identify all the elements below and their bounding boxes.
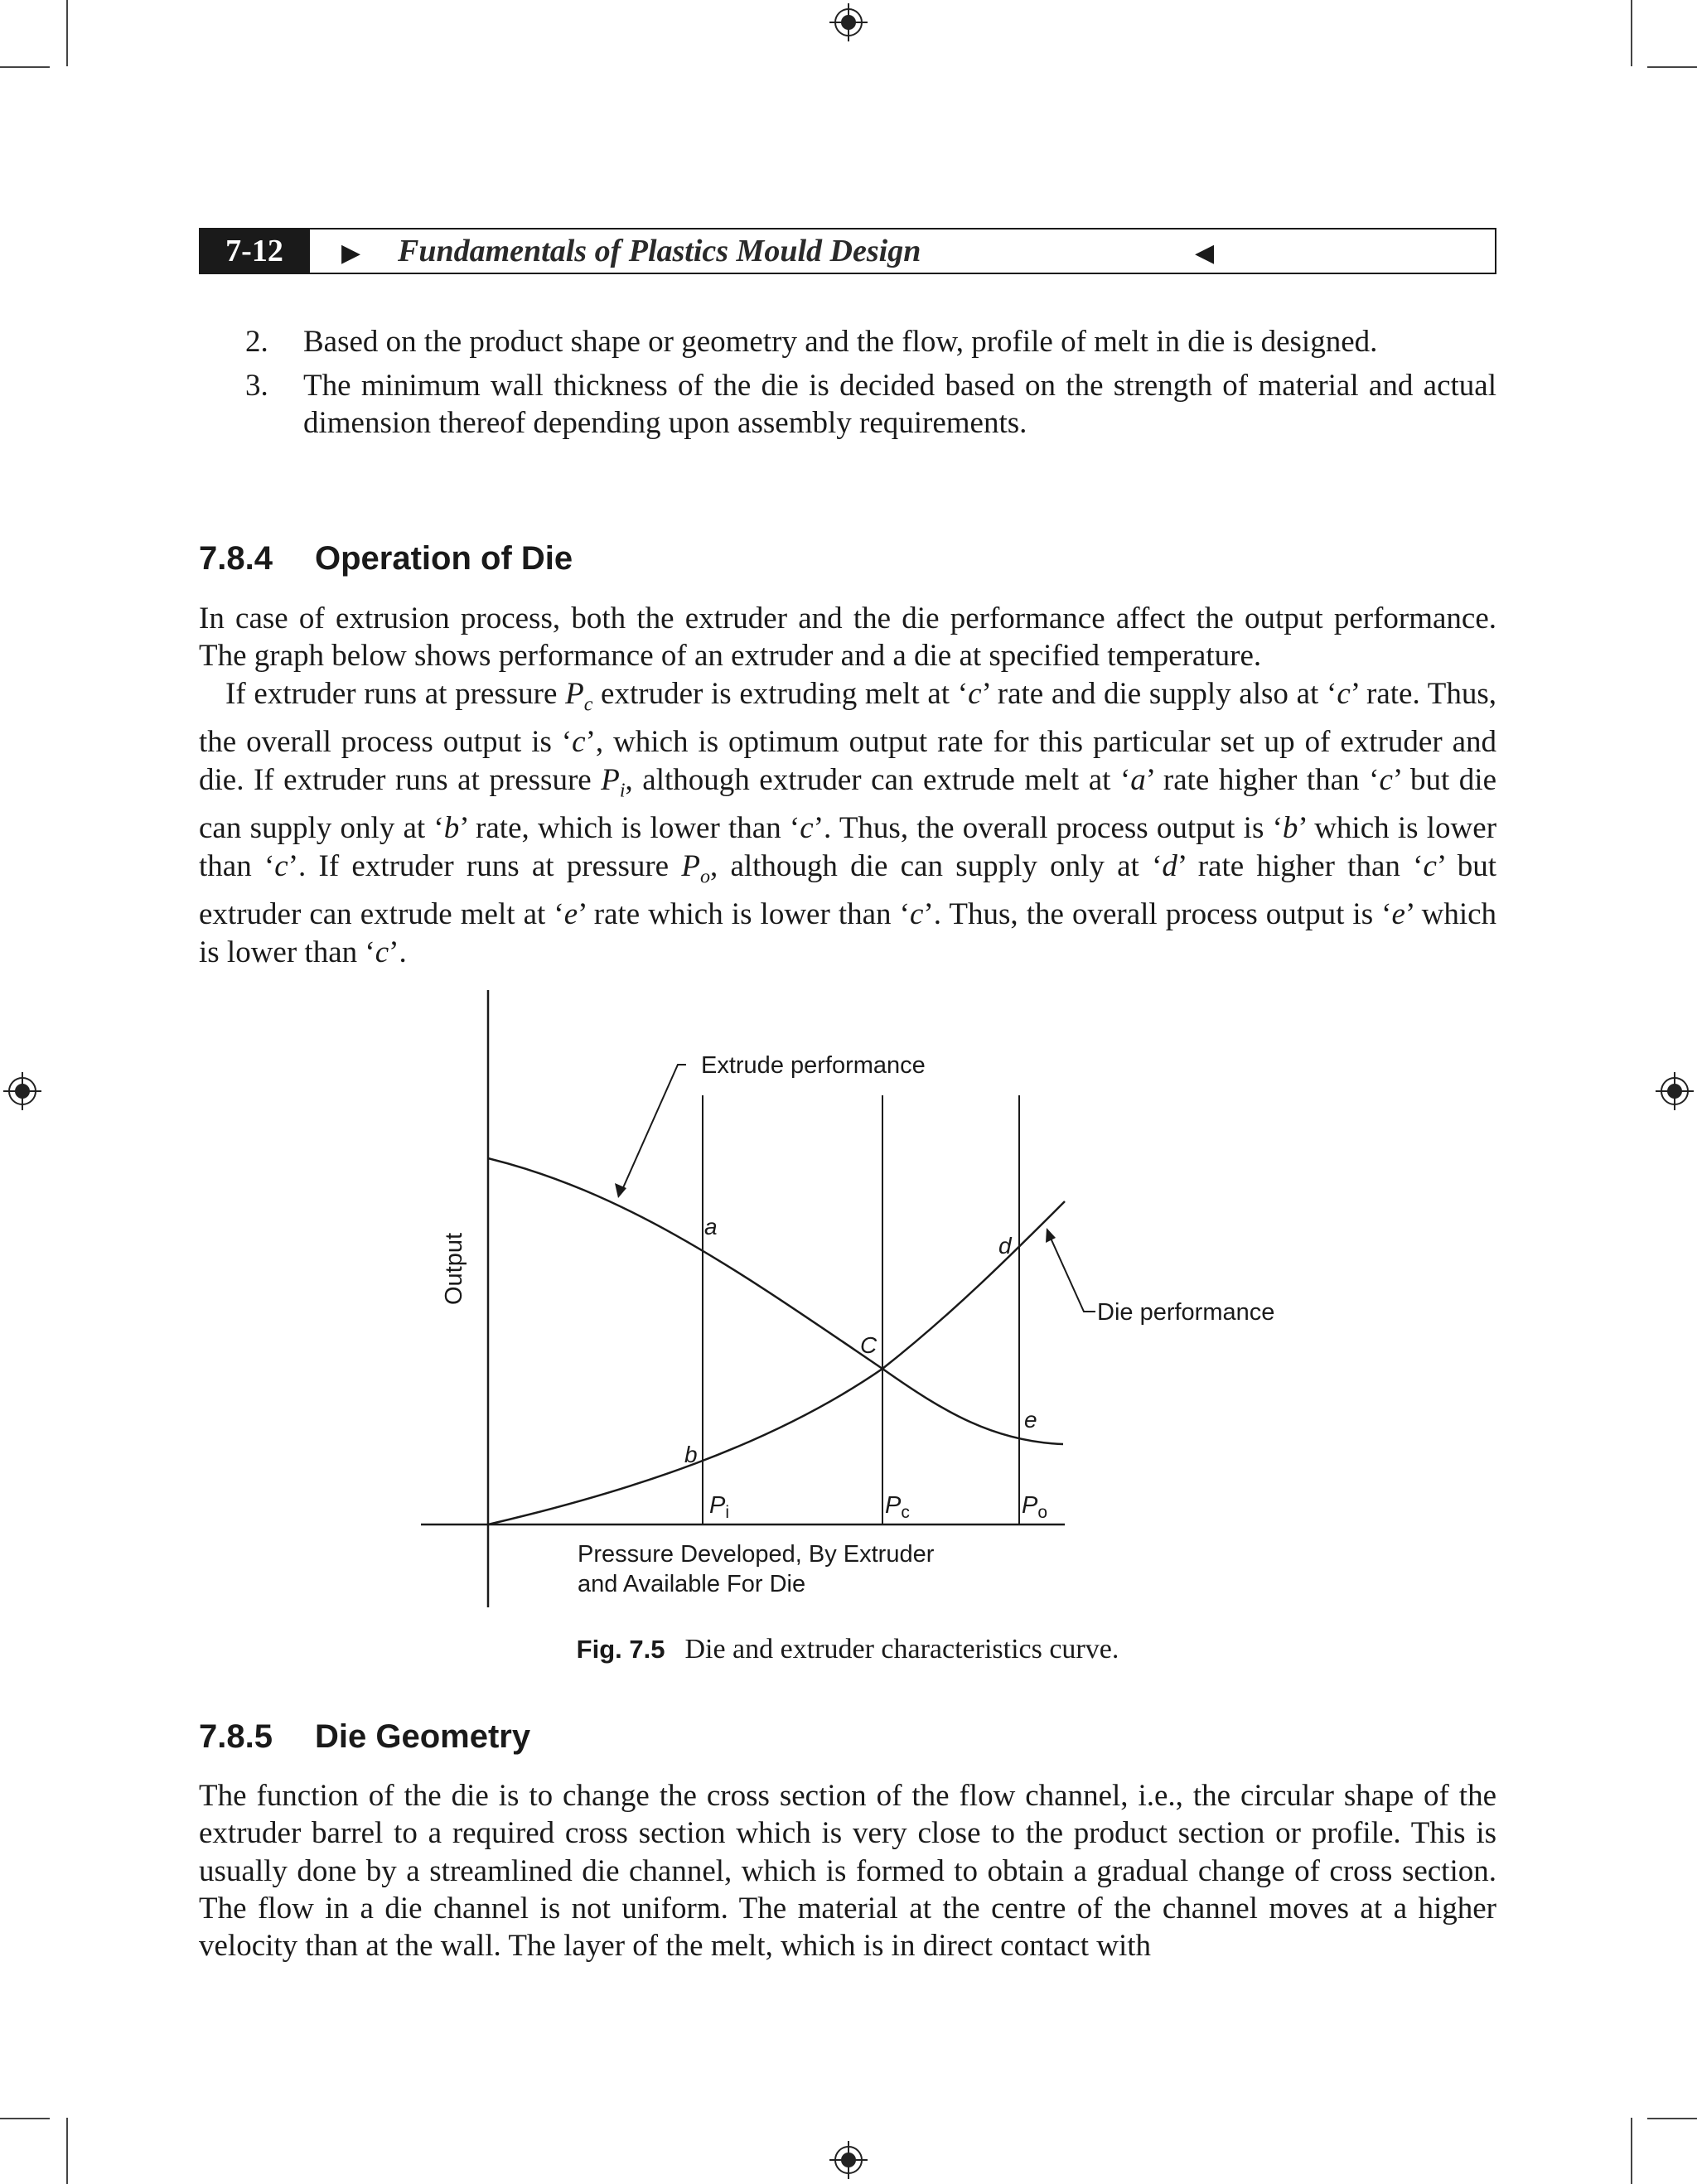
triangle-right-icon: ▶ [341, 239, 361, 267]
point-label-e: e [1024, 1407, 1037, 1433]
die-curve [488, 1201, 1065, 1524]
point-label-b: b [684, 1442, 698, 1467]
triangle-left-icon: ◀ [1195, 239, 1215, 267]
point-label-c: C [860, 1332, 878, 1358]
section-number: 7.8.5 [199, 1718, 273, 1755]
page-number: 7-12 [199, 228, 310, 274]
point-label-d: d [998, 1233, 1012, 1259]
section-title: Die Geometry [315, 1718, 531, 1755]
book-title: Fundamentals of Plastics Mould Design [398, 234, 921, 268]
figure-caption-label: Fig. 7.5 [576, 1635, 665, 1664]
extruder-curve [488, 1158, 1063, 1444]
tick-label-pi: $P_i$ [709, 1492, 730, 1522]
tick-label-pc: $P_c$ [885, 1492, 910, 1522]
section-title: Operation of Die [315, 540, 573, 577]
extrude-leader-line [621, 1065, 686, 1191]
crop-mark [1631, 2118, 1632, 2184]
arrowhead-icon [1046, 1228, 1056, 1243]
x-axis-label-line1: Pressure Developed, By Extruder [578, 1541, 935, 1568]
list-text: Based on the product shape or geometry and the flow, profile of melt in die is designed. [303, 325, 1378, 359]
list-text: The minimum wall thickness of the die is decided based on the strength of material and actual dimension thereof depending upon assembly requirements. [303, 369, 1496, 440]
section-heading [199, 1718, 530, 1756]
extrude-performance-label: Extrude performance [701, 1052, 926, 1079]
crop-mark [0, 2118, 50, 2119]
point-label-a: a [704, 1214, 718, 1239]
output-axis-label: Output [441, 1232, 467, 1305]
section-785-body [199, 1777, 1496, 1964]
paragraph: The function of the die is to change the cross section of the flow channel, i.e., the circular shape of the extruder barrel to a required cross section which is very close to the product section or profile. This is usually done by a streamlined die channel, which is formed to obtain a gradual change of cross section. The flow in a die channel is not uniform. The material at the centre of the channel moves at a higher velocity than at the wall. The layer of the melt, which is in direct contact with [199, 1779, 1496, 1964]
figure-caption-text: Die and extruder characteristics curve. [684, 1634, 1119, 1665]
x-axis-label-line2: and Available For Die [578, 1571, 806, 1597]
crop-mark [1647, 2118, 1697, 2119]
crop-mark [66, 2118, 68, 2184]
figure-caption [199, 1634, 1496, 1665]
paragraph: In case of extrusion process, both the extruder and the die performance affect the output performance. The graph below shows performance of an extruder and a die at specified temperature. [199, 602, 1496, 674]
tick-label-po: $P_o$ [1022, 1492, 1048, 1522]
section-number: 7.8.4 [199, 540, 273, 577]
paragraph: If extruder runs at pressure $P_c$ extruder is extruding melt at ‘c’ rate and die supply also at ‘c’ rate. Thus, the overall process output is ‘c’, which is optimum output rate for this particular set up of extruder and die. If extruder runs at pressure $P_i$, although extruder can extrude melt at ‘a’ rate higher than ‘c’ but die can supply only at ‘b’ rate, which is lower than ‘c’. Thus, the overall process output is ‘b’ which is lower than ‘c’. If extruder runs at pressure $P_o$, although die can supply only at ‘d’ rate higher than ‘c’ but extruder can extrude melt at ‘e’ rate which is lower than ‘c’. Thus, the overall process output is ‘e’ which is lower than ‘c’. [199, 676, 1497, 969]
list-number: 3. [245, 369, 268, 403]
die-leader-line [1049, 1235, 1095, 1312]
registration-mark-icon [829, 2141, 868, 2179]
die-performance-label: Die performance [1097, 1299, 1275, 1326]
list-number: 2. [245, 325, 268, 359]
